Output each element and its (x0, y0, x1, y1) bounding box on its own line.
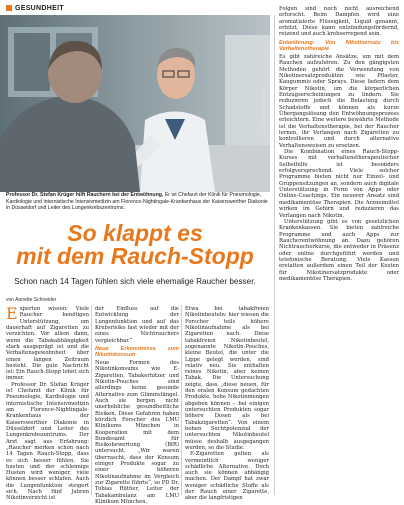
article-column-2 (95, 306, 179, 505)
section-title: GESUNDHEIT (15, 5, 64, 12)
paragraph: der Einfluss auf die Entwicklung der Lungenfunktion und auf das Krebsrisiko fast wieder mit der eines Nichtrauchers vergleichbar.“ (95, 306, 179, 344)
article-column-3 (185, 306, 269, 502)
doctor-patient-illustration (0, 15, 270, 192)
article-photo (0, 15, 270, 192)
article-column-1 (6, 306, 89, 502)
column-divider (91, 305, 92, 495)
byline: von Annette Schneider (6, 297, 57, 303)
article-column-4 (279, 6, 399, 282)
caption-text: Er ist Chefarzt der Klinik für Pneumologie, Kardiologie und internistische Intensivmedizin am Florence-Nightingale-Krankenhaus der Kaiserswerther Diakonie in Düsseldorf und Leiter des Lungenkrebszentrums. (6, 192, 268, 212)
section-label (6, 5, 64, 12)
subheadline: Schon nach 14 Tagen fühlen sich viele ehemalige Raucher besser. (14, 277, 256, 286)
paragraph: Die Kombination eines Rauch-Stopp-Kurses mit verhaltenstherapeutischer Selbsthilfe ist besonders erfolgversprechend. Viele solcher Programme bieten nicht nur Einzel- und Gruppensitzungen an, sondern auch digitale Unterstützung in Form von Apps oder Online-Coachings. Ein neuerer Ansatz sind medikamentöse Therapien. Die Arzneimittel wirken im Gehirn und reduzieren das Verlangen nach Nikotin. (279, 149, 399, 219)
headline-line-2: mit dem Rauch-Stopp (16, 243, 254, 269)
paragraph (6, 306, 89, 382)
paragraph: E-Zigaretten gelten als vermeintlich weniger schädliche Alternative. Doch auch sie können abhängig machen. Der Dampf hat zwar weniger schädliche Stoffe als der Rauch einer Zigarette, aber die langfristigen (185, 451, 269, 502)
caption-lead: Professor Dr. Stefan Krüger hilft Rauchern bei der Entwöhnung. (6, 192, 164, 198)
paragraph: Professor Dr. Stefan Krüger ist Chefarzt der Klinik für Pneumologie, Kardiologie und internistische Intensivmedizin am Florence-Nightingale-Krankenhaus der Kaiserswerther Diakonie in Düsseldorf und Leiter des Lungenkrebszentrums. Der Arzt sagt aus Erfahrung: „Raucher merken schon nach 14 Tagen Rauch-Stopp, dass es sich besser fühlen. Sie husten und der schleimige Husten wird weniger, viele können besser schlafen. Auch die Lungenfunktion steigert sich. Nach fünf Jahren Nikotinverzicht ist (6, 381, 89, 502)
paragraph: Folgen sind noch nicht ausreichend erforscht. Beim Dampfen wird eine aromatisierte Flüssigkeit, Liquid genannt, erhitzt. Diese kann entzündungsfördernd, reizend und auch krebserregend sein. (279, 6, 399, 38)
headline-line-1: So klappt es (67, 220, 203, 246)
paragraph: Etwa bei tabakfreien Nikotinbeuteln: hier wiesen die Forscher teils höhere Nikotinaufnahme als bei Zigaretten nach. Diese tabakfreien Nikotinbeutel, sogenannte Nikotin-Pouches, kleine Beutel, die unter die Lippe gelegt werden, sind relativ neu. Sie enthalten reines Nikotin, aber keinen Tabak. Die Untersuchung zeigte, dass „diese neuen, für den oralen Konsum gedachten Produkte, hohe Nikotinmengen abgeben können – bei einigen untersuchten Produkten sogar höhere Dosen als bei Tabakzigaretten“. Von einem hohen Suchtpotenzial der untersuchten Nikotinbeutel müsse deshalb ausgegangen werden, so die Studie. (185, 306, 269, 451)
subheading: Neue Erkenntnisse zum Nikotinkonsum (95, 345, 179, 359)
drop-cap: E (6, 304, 18, 323)
headline (0, 222, 270, 268)
photo-caption (6, 192, 268, 212)
section-marker-icon (6, 5, 12, 11)
paragraph: Unterstützung gibt es von gesetzlichen Krankenkassen. Sie bieten zahlreiche Programme und auch Apps zur Raucherentwöhnung an. Dazu gehören Nichtraucherkurse, die entweder in Präsenz oder online durchgeführt werden und telefonische Beratung. Viele Kassen erstatten außerdem einen Teil der Kosten für Nikotinersatzprodukte oder medikamentöse Therapien. (279, 218, 399, 282)
paragraph: Es gibt zahlreiche Ansätze, um mit dem Rauchen aufzuhören. Zu den gängigsten Methoden gehört die Verwendung von Nikotinersatzprodukten wie Pflaster, Kaugummis oder Sprays. Diese liefern dem Körper Nikotin, um die körperlichen Entzugserscheinungen zu lindern. Sie reduzieren jedoch die Belastung durch Schadstoffe und können als kurze Übergangslösung den Entwöhnungsprozess erleichtern. Eine weitere bewährte Methode ist die Verhaltenstherapie, bei der Raucher lernen, ihr Verlangen nach Zigaretten zu kontrollieren und durch alternative Verhaltensweisen zu ersetzen. (279, 53, 399, 149)
photo-credit: Foto: Ralf Hirschberger (261, 88, 266, 130)
subheading: Entwöhnung: Von Nikotinersatz bis Verhaltenstherapie (279, 39, 399, 53)
paragraph-text: xperten wissen: Viele Raucher benötigen Unterstützung, um dauerhaft auf Zigaretten zu verzichten. Vor allem dann, wenn die Tabakabhängigkeit stark ausgeprägt ist und die Verhaltensgewohnheit über einen langen Zeitraum besteht. Die gute Nachricht ist: Ein Rauch-Stopp lohnt sich immer. (6, 306, 89, 382)
paragraph: Neue Formen des Nikotinkonsums wie E-Zigaretten, Tabakerhitzer und Nikotin-Pouches sind allerdings keine gesunde Alternative zum Glimmstängel. Auch sie bergen nicht unerhebliche gesundheitliche Risiken. Diese Gefahren haben kürzlich Forscher des LMU Klinikums München in Kooperation mit dem Bundesamt für Risikobewertung (BfR) untersucht. „Wir waren überrascht, dass der Konsum einiger Produkte sogar zu einer höheren Nikotinaufnahme im Vergleich zur Zigarette führte“, so PD Dr. Tobias Rüther, Leiter der Tabakambulanz am LMU Klinikum München. (95, 360, 179, 505)
column-divider (181, 305, 182, 495)
column-divider (274, 15, 275, 495)
